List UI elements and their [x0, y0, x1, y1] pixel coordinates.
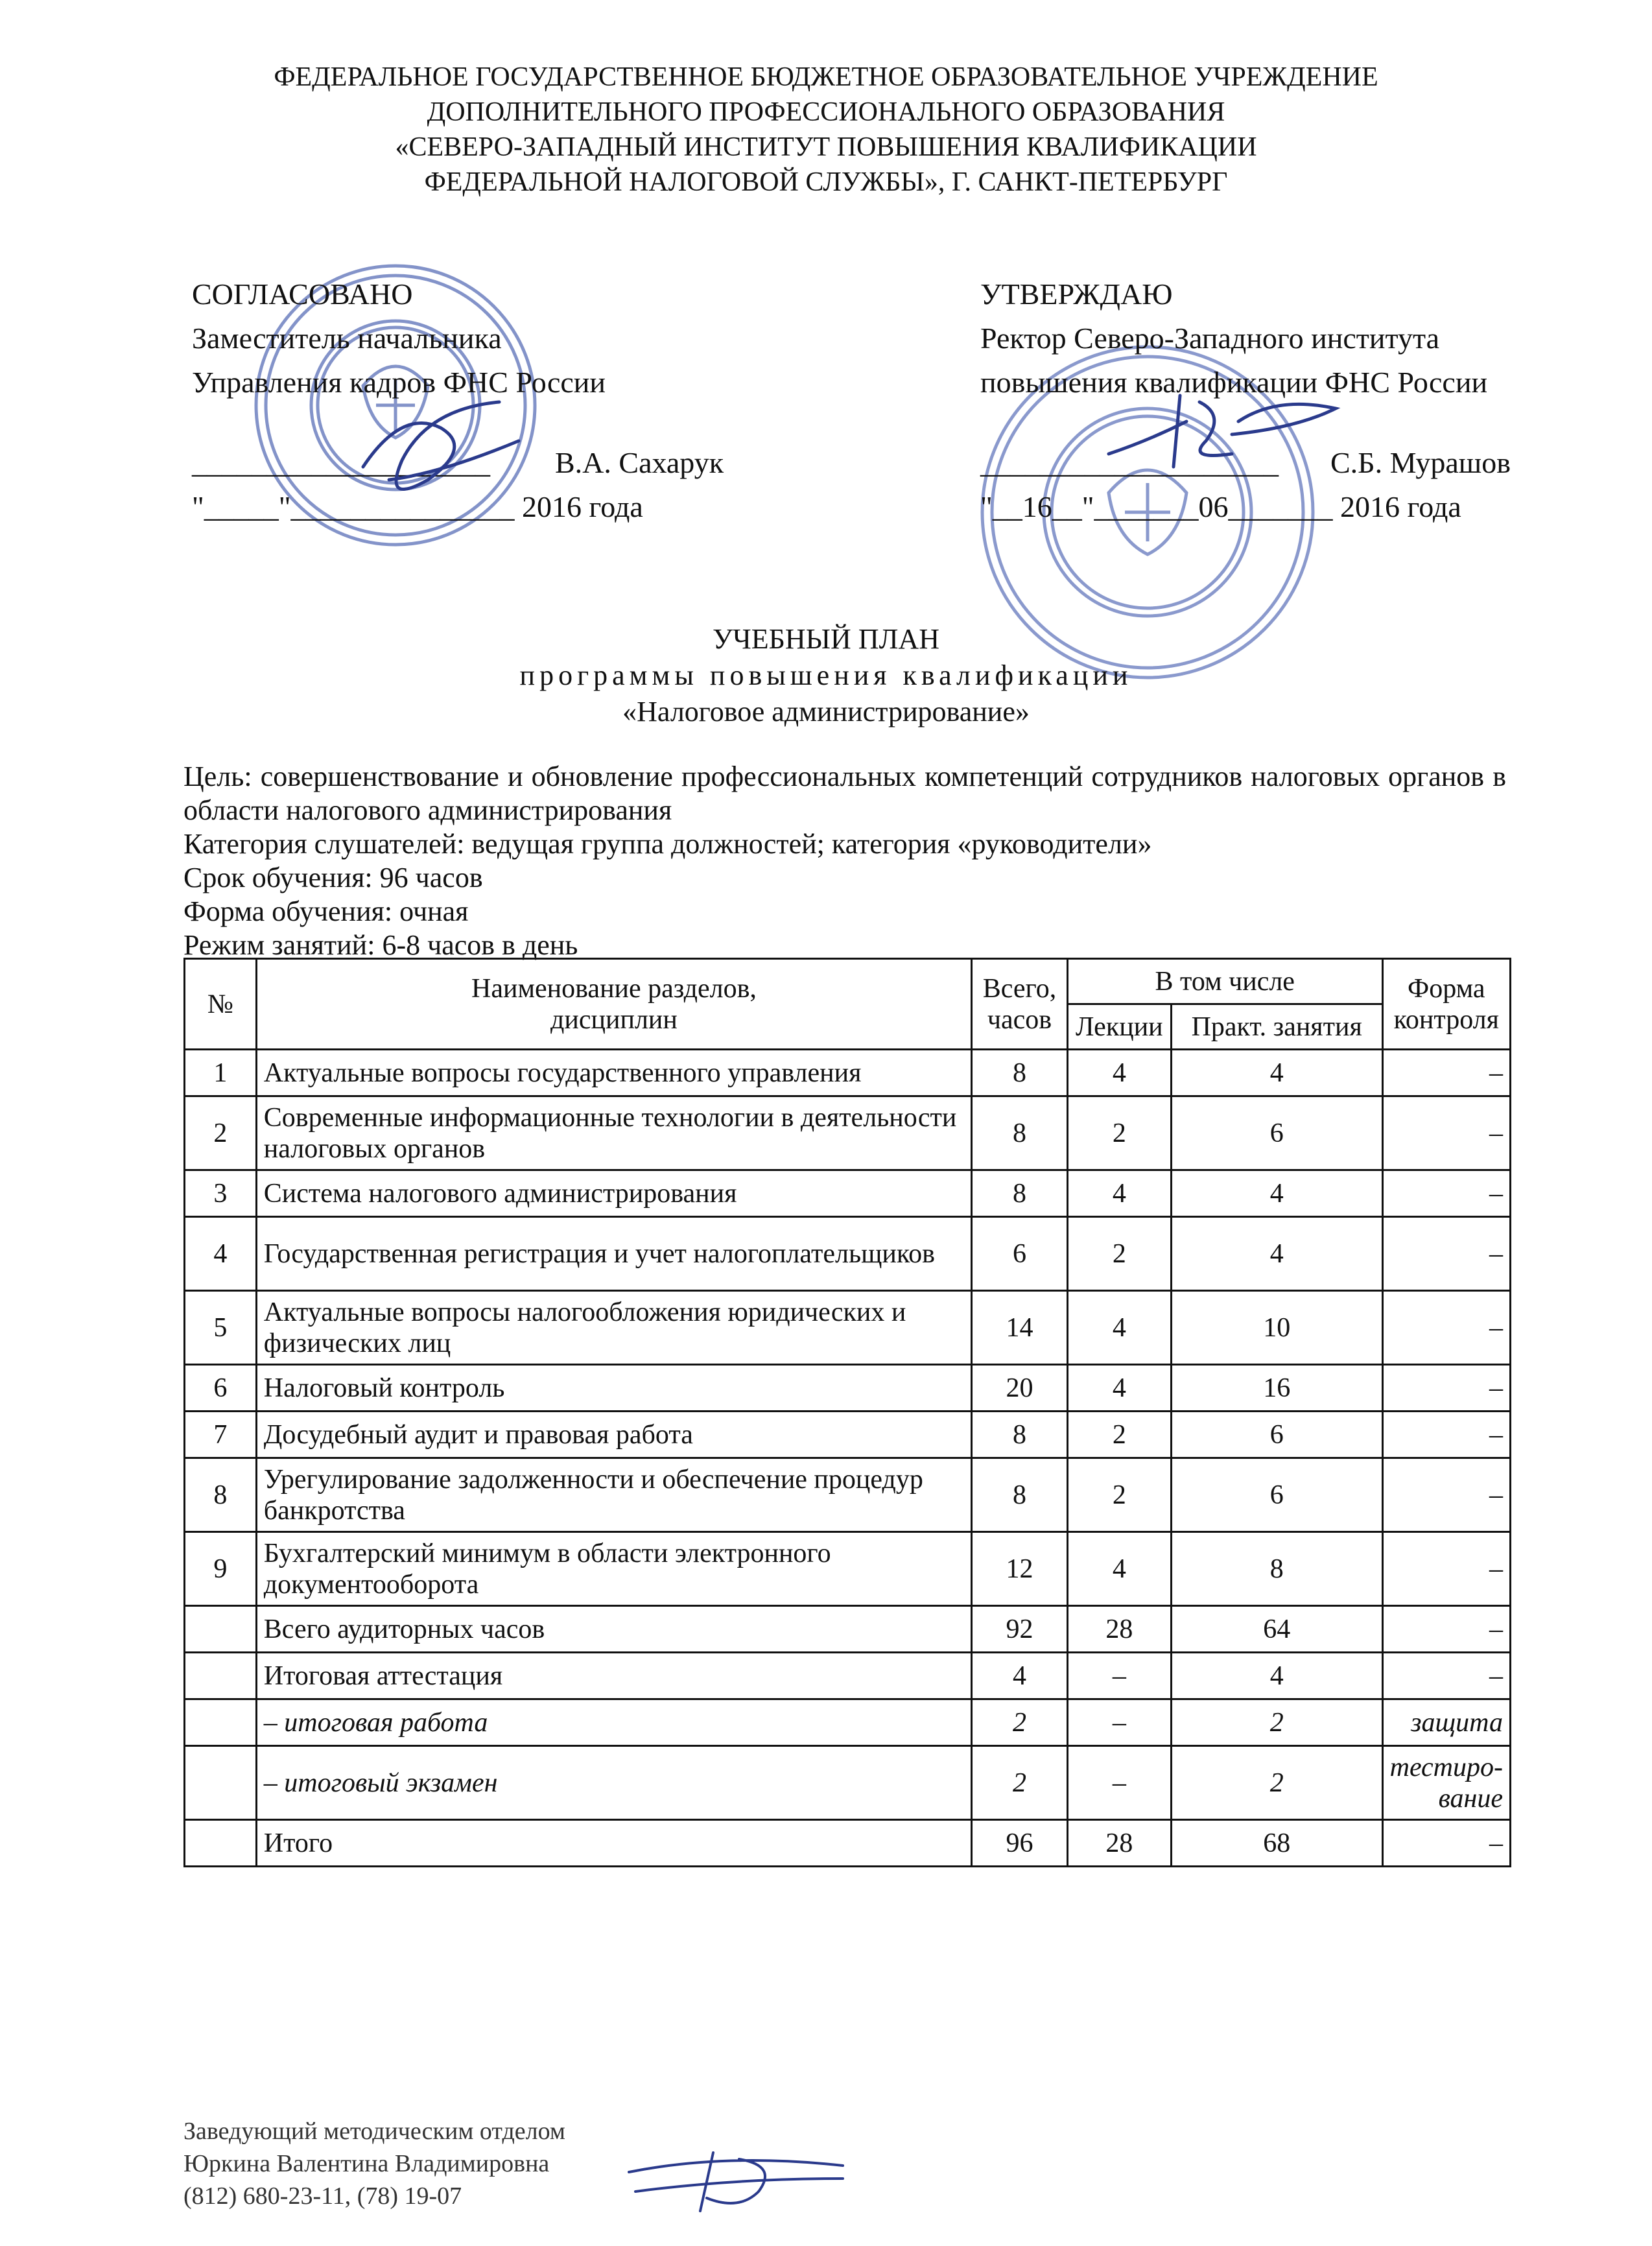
- cell-name: Досудебный аудит и правовая работа: [256, 1412, 971, 1458]
- contact-name: Юркина Валентина Владимировна: [183, 2150, 550, 2177]
- cell-control: –: [1382, 1365, 1510, 1412]
- cell-total: 14: [972, 1291, 1068, 1365]
- cell-name: Актуальные вопросы налогообложения юридических и физических лиц: [256, 1291, 971, 1365]
- contact-footer: [183, 2115, 565, 2212]
- summary-row: [185, 1820, 1511, 1867]
- table-row: [185, 1412, 1511, 1458]
- cell-total: 8: [972, 1458, 1068, 1532]
- signature-line: ____________________: [980, 446, 1279, 479]
- cell-practice: 2: [1171, 1699, 1382, 1746]
- cell-lectures: 4: [1067, 1291, 1171, 1365]
- table-row: [185, 1050, 1511, 1096]
- cell-lectures: 28: [1067, 1820, 1171, 1867]
- cell-lectures: –: [1067, 1746, 1171, 1820]
- cell-practice: 4: [1171, 1050, 1382, 1096]
- cell-num: 6: [185, 1365, 257, 1412]
- institution-line-2: ДОПОЛНИТЕЛЬНОГО ПРОФЕССИОНАЛЬНОГО ОБРАЗОВАНИЯ: [427, 97, 1225, 127]
- cell-lectures: 2: [1067, 1217, 1171, 1291]
- header-total: Всего, часов: [972, 959, 1068, 1050]
- table-row: [185, 1458, 1511, 1532]
- cell-control: –: [1382, 1050, 1510, 1096]
- cell-num: 5: [185, 1291, 257, 1365]
- cell-num: [185, 1606, 257, 1653]
- table-row: [185, 1532, 1511, 1606]
- approval-position-line-1: Заместитель начальника: [192, 322, 502, 355]
- cell-control: –: [1382, 1096, 1510, 1170]
- table-row: [185, 1217, 1511, 1291]
- cell-num: [185, 1820, 257, 1867]
- cell-practice: 4: [1171, 1653, 1382, 1699]
- cell-num: 4: [185, 1217, 257, 1291]
- cell-control: –: [1382, 1412, 1510, 1458]
- signature-row: [192, 441, 749, 485]
- table-row: [185, 1096, 1511, 1170]
- contact-position: Заведующий методическим отделом: [183, 2118, 565, 2145]
- approval-date-line: "__16__"_______06_______ 2016 года: [980, 490, 1461, 523]
- cell-num: [185, 1699, 257, 1746]
- cell-control: –: [1382, 1606, 1510, 1653]
- table-row: [185, 1291, 1511, 1365]
- cell-lectures: 4: [1067, 1365, 1171, 1412]
- institution-line-3: «СЕВЕРО-ЗАПАДНЫЙ ИНСТИТУТ ПОВЫШЕНИЯ КВАЛИФИКАЦИИ: [395, 132, 1257, 162]
- table-row: [185, 1365, 1511, 1412]
- signatory-name: В.А. Сахарук: [555, 446, 724, 479]
- cell-total: 20: [972, 1365, 1068, 1412]
- curriculum-table: [183, 958, 1511, 1867]
- program-info: [183, 760, 1506, 962]
- cell-total: 8: [972, 1096, 1068, 1170]
- cell-total: 2: [972, 1746, 1068, 1820]
- cell-num: 8: [185, 1458, 257, 1532]
- cell-total: 96: [972, 1820, 1068, 1867]
- cell-name: Итого: [256, 1820, 971, 1867]
- program-name: «Налоговое администрирование»: [622, 696, 1030, 727]
- cell-lectures: –: [1067, 1653, 1171, 1699]
- cell-practice: 6: [1171, 1412, 1382, 1458]
- cell-practice: 10: [1171, 1291, 1382, 1365]
- institution-line-1: ФЕДЕРАЛЬНОЕ ГОСУДАРСТВЕННОЕ БЮДЖЕТНОЕ ОБРАЗОВАТЕЛЬНОЕ УЧРЕЖДЕНИЕ: [274, 62, 1378, 92]
- table-row: [185, 1170, 1511, 1217]
- summary-row: [185, 1653, 1511, 1699]
- header-lectures: Лекции: [1067, 1004, 1171, 1050]
- cell-total: 6: [972, 1217, 1068, 1291]
- cell-num: 3: [185, 1170, 257, 1217]
- cell-name: Налоговый контроль: [256, 1365, 971, 1412]
- approval-heading: УТВЕРЖДАЮ: [980, 278, 1173, 311]
- cell-control: –: [1382, 1653, 1510, 1699]
- title-main: УЧЕБНЫЙ ПЛАН: [713, 623, 939, 655]
- institution-line-4: ФЕДЕРАЛЬНОЙ НАЛОГОВОЙ СЛУЖБЫ», Г. САНКТ-ПЕТЕРБУРГ: [424, 167, 1228, 197]
- cell-total: 8: [972, 1170, 1068, 1217]
- cell-control: –: [1382, 1291, 1510, 1365]
- approval-position-line-2: повышения квалификации ФНС России: [980, 366, 1488, 399]
- document-title: [0, 621, 1652, 730]
- cell-lectures: 4: [1067, 1050, 1171, 1096]
- contact-phone: (812) 680-23-11, (78) 19-07: [183, 2182, 462, 2210]
- cell-total: 2: [972, 1699, 1068, 1746]
- cell-lectures: 4: [1067, 1170, 1171, 1217]
- cell-total: 12: [972, 1532, 1068, 1606]
- cell-name: Актуальные вопросы государственного управления: [256, 1050, 971, 1096]
- cell-practice: 4: [1171, 1217, 1382, 1291]
- cell-lectures: –: [1067, 1699, 1171, 1746]
- cell-practice: 8: [1171, 1532, 1382, 1606]
- header-practice: Практ. занятия: [1171, 1004, 1382, 1050]
- study-duration: Срок обучения: 96 часов: [183, 862, 483, 893]
- cell-name: Итоговая аттестация: [256, 1653, 971, 1699]
- approval-block-approve: [980, 272, 1544, 529]
- cell-practice: 6: [1171, 1458, 1382, 1532]
- cell-lectures: 28: [1067, 1606, 1171, 1653]
- signature-line: ____________________: [192, 446, 490, 479]
- cell-practice: 4: [1171, 1170, 1382, 1217]
- cell-practice: 64: [1171, 1606, 1382, 1653]
- institution-header: [0, 60, 1652, 200]
- header-name: Наименование разделов, дисциплин: [256, 959, 971, 1050]
- cell-num: 9: [185, 1532, 257, 1606]
- approval-heading: СОГЛАСОВАНО: [192, 278, 413, 311]
- cell-control: защита: [1382, 1699, 1510, 1746]
- header-control: Форма контроля: [1382, 959, 1510, 1050]
- cell-lectures: 2: [1067, 1096, 1171, 1170]
- cell-practice: 68: [1171, 1820, 1382, 1867]
- cell-num: 1: [185, 1050, 257, 1096]
- cell-total: 8: [972, 1412, 1068, 1458]
- cell-lectures: 4: [1067, 1532, 1171, 1606]
- cell-name: – итоговая работа: [256, 1699, 971, 1746]
- cell-name: Всего аудиторных часов: [256, 1606, 971, 1653]
- cell-name: – итоговый экзамен: [256, 1746, 971, 1820]
- signatory-name: С.Б. Мурашов: [1330, 446, 1511, 479]
- cell-control: –: [1382, 1170, 1510, 1217]
- header-num: №: [185, 959, 257, 1050]
- signature-row: [980, 441, 1544, 485]
- cell-lectures: 2: [1067, 1458, 1171, 1532]
- cell-control: –: [1382, 1458, 1510, 1532]
- listener-category: Категория слушателей: ведущая группа должностей; категория «руководители»: [183, 828, 1152, 860]
- cell-total: 4: [972, 1653, 1068, 1699]
- cell-name: Государственная регистрация и учет налогоплательщиков: [256, 1217, 971, 1291]
- study-form: Форма обучения: очная: [183, 895, 469, 927]
- title-sub: программы повышения квалификации: [519, 659, 1133, 691]
- cell-total: 92: [972, 1606, 1068, 1653]
- cell-control: –: [1382, 1217, 1510, 1291]
- handwritten-signature-footer: [622, 2146, 856, 2217]
- cell-lectures: 2: [1067, 1412, 1171, 1458]
- cell-control: –: [1382, 1532, 1510, 1606]
- cell-name: Бухгалтерский минимум в области электронного документооборота: [256, 1532, 971, 1606]
- cell-num: 2: [185, 1096, 257, 1170]
- cell-practice: 2: [1171, 1746, 1382, 1820]
- approval-block-agreed: [192, 272, 749, 529]
- summary-row: [185, 1606, 1511, 1653]
- cell-num: [185, 1653, 257, 1699]
- cell-name: Урегулирование задолженности и обеспечение процедур банкротства: [256, 1458, 971, 1532]
- approval-position-line-1: Ректор Северо-Западного института: [980, 322, 1440, 355]
- approval-position-line-2: Управления кадров ФНС России: [192, 366, 606, 399]
- program-goal: Цель: совершенствование и обновление профессиональных компетенций сотрудников налоговых органов в области налогового администрирования: [183, 761, 1506, 826]
- summary-row: [185, 1746, 1511, 1820]
- summary-row: [185, 1699, 1511, 1746]
- cell-total: 8: [972, 1050, 1068, 1096]
- cell-num: [185, 1746, 257, 1820]
- cell-num: 7: [185, 1412, 257, 1458]
- study-schedule: Режим занятий: 6-8 часов в день: [183, 929, 578, 961]
- header-including: В том числе: [1067, 959, 1382, 1004]
- cell-name: Современные информационные технологии в деятельности налоговых органов: [256, 1096, 971, 1170]
- cell-name: Система налогового администрирования: [256, 1170, 971, 1217]
- cell-practice: 6: [1171, 1096, 1382, 1170]
- approval-date-line: "_____"_______________ 2016 года: [192, 490, 643, 523]
- cell-control: –: [1382, 1820, 1510, 1867]
- cell-control: тестиро-вание: [1382, 1746, 1510, 1820]
- curriculum-table-body: [185, 1050, 1511, 1867]
- cell-practice: 16: [1171, 1365, 1382, 1412]
